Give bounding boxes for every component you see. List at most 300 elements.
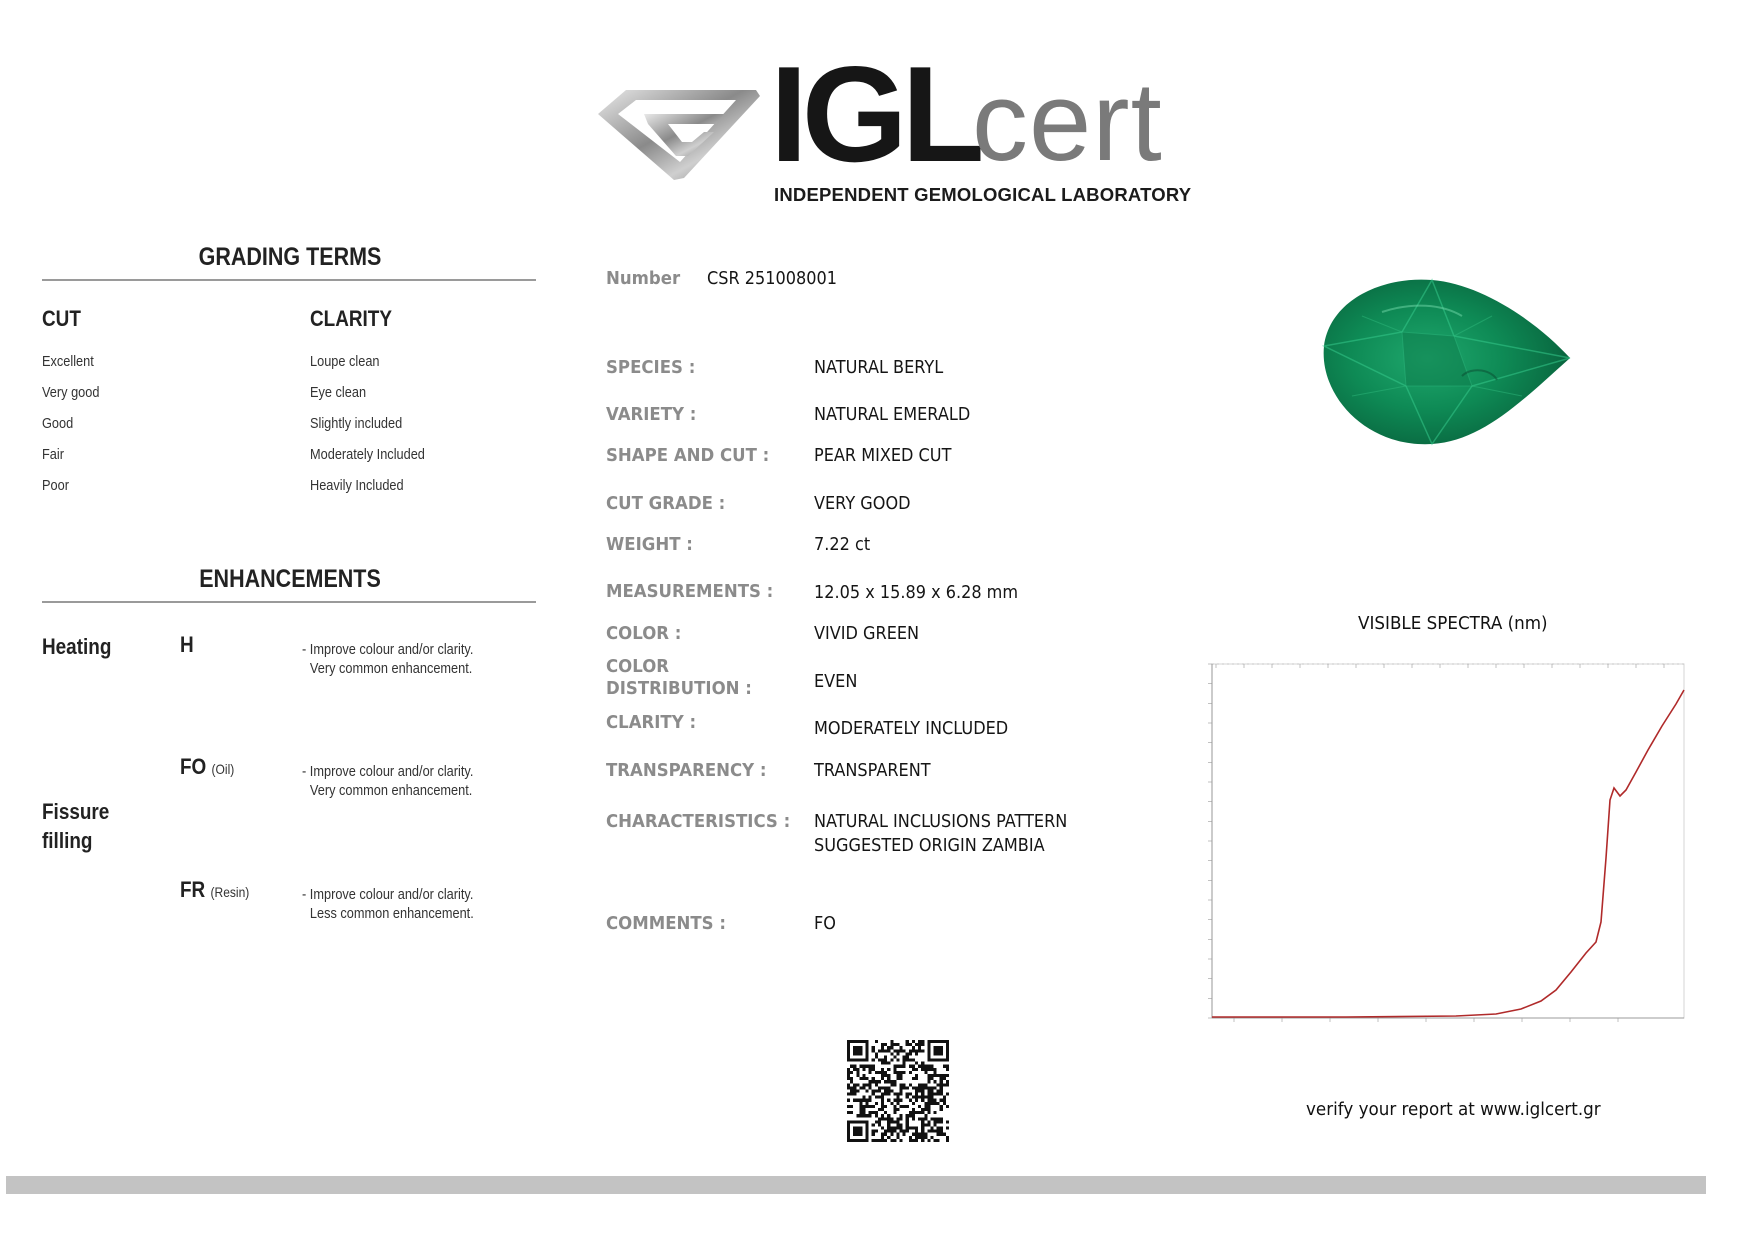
qr-module bbox=[909, 1049, 912, 1052]
qr-module bbox=[853, 1052, 856, 1055]
qr-module bbox=[912, 1133, 915, 1136]
qr-module bbox=[946, 1049, 949, 1052]
spectra-title: VISIBLE SPECTRA (nm) bbox=[1358, 613, 1548, 634]
qr-module bbox=[906, 1120, 909, 1123]
qr-module bbox=[912, 1108, 915, 1111]
qr-module bbox=[872, 1065, 875, 1068]
qr-module bbox=[940, 1093, 943, 1096]
qr-module bbox=[890, 1083, 893, 1086]
qr-module bbox=[853, 1120, 856, 1123]
qr-module bbox=[930, 1089, 933, 1092]
qr-module bbox=[943, 1077, 946, 1080]
qr-module bbox=[884, 1105, 887, 1108]
clarity-label: CLARITY : bbox=[606, 712, 697, 733]
qr-module bbox=[875, 1120, 878, 1123]
qr-module bbox=[924, 1083, 927, 1086]
qr-module bbox=[859, 1105, 862, 1108]
qr-module bbox=[853, 1139, 856, 1142]
clarity-term: Slightly included bbox=[310, 416, 403, 432]
qr-module bbox=[915, 1052, 918, 1055]
qr-module bbox=[866, 1065, 869, 1068]
qr-module bbox=[856, 1127, 859, 1130]
qr-module bbox=[856, 1046, 859, 1049]
qr-module bbox=[915, 1139, 918, 1142]
qr-module bbox=[887, 1077, 890, 1080]
qr-module bbox=[906, 1093, 909, 1096]
qr-module bbox=[903, 1059, 906, 1062]
qr-module bbox=[900, 1065, 903, 1068]
qr-module bbox=[912, 1102, 915, 1105]
qr-module bbox=[875, 1114, 878, 1117]
cut-term: Very good bbox=[42, 385, 100, 401]
qr-module bbox=[946, 1093, 949, 1096]
qr-module bbox=[881, 1062, 884, 1065]
qr-module bbox=[866, 1105, 869, 1108]
qr-module bbox=[850, 1065, 853, 1068]
verify-report-link[interactable]: verify your report at www.iglcert.gr bbox=[1306, 1099, 1601, 1120]
qr-module bbox=[862, 1105, 865, 1108]
weight-label: WEIGHT : bbox=[606, 534, 693, 555]
qr-module bbox=[921, 1123, 924, 1126]
qr-module bbox=[918, 1086, 921, 1089]
qr-module bbox=[893, 1093, 896, 1096]
qr-module bbox=[887, 1136, 890, 1139]
qr-module bbox=[853, 1040, 856, 1043]
qr-module bbox=[881, 1099, 884, 1102]
qr-module bbox=[859, 1130, 862, 1133]
qr-module bbox=[866, 1120, 869, 1123]
qr-module bbox=[850, 1093, 853, 1096]
qr-module bbox=[912, 1117, 915, 1120]
emerald-gem-image bbox=[1322, 276, 1578, 452]
qr-module bbox=[878, 1086, 881, 1089]
clarity-term: Moderately Included bbox=[310, 447, 425, 463]
qr-module bbox=[915, 1049, 918, 1052]
qr-module bbox=[847, 1083, 850, 1086]
qr-module bbox=[875, 1089, 878, 1092]
fr-desc bbox=[302, 886, 474, 924]
shape-label: SHAPE AND CUT : bbox=[606, 445, 770, 466]
qr-module bbox=[940, 1086, 943, 1089]
heating-label: Heating bbox=[42, 634, 112, 659]
qr-module bbox=[930, 1086, 933, 1089]
qr-module bbox=[915, 1099, 918, 1102]
spectra-plot-frame bbox=[1212, 664, 1684, 1018]
qr-module bbox=[934, 1052, 937, 1055]
qr-module bbox=[887, 1062, 890, 1065]
qr-module bbox=[912, 1114, 915, 1117]
qr-module bbox=[909, 1099, 912, 1102]
qr-module bbox=[924, 1105, 927, 1108]
qr-module bbox=[896, 1059, 899, 1062]
qr-module bbox=[847, 1099, 850, 1102]
qr-module bbox=[915, 1127, 918, 1130]
qr-module bbox=[927, 1065, 930, 1068]
qr-module bbox=[912, 1086, 915, 1089]
qr-module bbox=[927, 1074, 930, 1077]
qr-module bbox=[887, 1086, 890, 1089]
qr-module bbox=[940, 1040, 943, 1043]
qr-module bbox=[878, 1059, 881, 1062]
qr-module bbox=[906, 1043, 909, 1046]
characteristics-label: CHARACTERISTICS : bbox=[606, 811, 791, 832]
qr-module bbox=[896, 1093, 899, 1096]
qr-module bbox=[859, 1040, 862, 1043]
comments-value: FO bbox=[814, 914, 836, 934]
qr-module bbox=[930, 1074, 933, 1077]
qr-module bbox=[881, 1059, 884, 1062]
qr-module bbox=[875, 1055, 878, 1058]
qr-module bbox=[890, 1080, 893, 1083]
qr-module bbox=[881, 1071, 884, 1074]
qr-module bbox=[940, 1077, 943, 1080]
qr-module bbox=[921, 1083, 924, 1086]
clarity-value: MODERATELY INCLUDED bbox=[814, 719, 1009, 739]
qr-module bbox=[856, 1040, 859, 1043]
qr-module bbox=[946, 1074, 949, 1077]
qr-module bbox=[866, 1099, 869, 1102]
qr-module bbox=[940, 1083, 943, 1086]
qr-module bbox=[906, 1096, 909, 1099]
qr-module bbox=[946, 1043, 949, 1046]
qr-module bbox=[847, 1133, 850, 1136]
qr-module bbox=[866, 1077, 869, 1080]
qr-module bbox=[875, 1083, 878, 1086]
qr-module bbox=[934, 1068, 937, 1071]
qr-module bbox=[881, 1093, 884, 1096]
qr-module bbox=[915, 1043, 918, 1046]
qr-module bbox=[890, 1127, 893, 1130]
qr-module bbox=[927, 1086, 930, 1089]
qr-module bbox=[903, 1071, 906, 1074]
qr-module bbox=[915, 1077, 918, 1080]
qr-module bbox=[927, 1096, 930, 1099]
qr-module bbox=[847, 1043, 850, 1046]
qr-module bbox=[937, 1083, 940, 1086]
qr-module bbox=[856, 1049, 859, 1052]
qr-module bbox=[862, 1086, 865, 1089]
qr-module bbox=[875, 1139, 878, 1142]
qr-module bbox=[924, 1068, 927, 1071]
fr-code-text: FR bbox=[180, 877, 206, 902]
heating-desc-line: Very common enhancement. bbox=[309, 661, 473, 677]
qr-module bbox=[884, 1062, 887, 1065]
qr-module bbox=[927, 1080, 930, 1083]
qr-module bbox=[850, 1086, 853, 1089]
qr-module bbox=[930, 1102, 933, 1105]
qr-module bbox=[900, 1130, 903, 1133]
qr-module bbox=[847, 1077, 850, 1080]
qr-module bbox=[921, 1136, 924, 1139]
qr-module bbox=[862, 1059, 865, 1062]
qr-module bbox=[878, 1071, 881, 1074]
qr-module bbox=[927, 1120, 930, 1123]
qr-module bbox=[921, 1099, 924, 1102]
clarity-heading: CLARITY bbox=[310, 306, 392, 331]
qr-module bbox=[930, 1065, 933, 1068]
qr-module bbox=[847, 1040, 850, 1043]
qr-module bbox=[937, 1052, 940, 1055]
qr-module bbox=[903, 1055, 906, 1058]
qr-module bbox=[893, 1055, 896, 1058]
qr-module bbox=[890, 1040, 893, 1043]
qr-module bbox=[943, 1099, 946, 1102]
qr-module bbox=[881, 1108, 884, 1111]
qr-module bbox=[918, 1117, 921, 1120]
enhancements-divider bbox=[42, 601, 536, 603]
qr-module bbox=[869, 1065, 872, 1068]
qr-module bbox=[890, 1120, 893, 1123]
qr-module bbox=[921, 1062, 924, 1065]
qr-module bbox=[856, 1059, 859, 1062]
qr-module bbox=[890, 1139, 893, 1142]
qr-module bbox=[887, 1114, 890, 1117]
qr-module bbox=[930, 1040, 933, 1043]
qr-module bbox=[906, 1086, 909, 1089]
qr-module bbox=[859, 1108, 862, 1111]
qr-module bbox=[896, 1102, 899, 1105]
qr-module bbox=[946, 1105, 949, 1108]
qr-module bbox=[927, 1043, 930, 1046]
qr-module bbox=[881, 1046, 884, 1049]
qr-module bbox=[900, 1083, 903, 1086]
qr-module bbox=[940, 1074, 943, 1077]
qr-module bbox=[847, 1123, 850, 1126]
color-distribution-label-line: DISTRIBUTION : bbox=[606, 678, 752, 699]
qr-module bbox=[946, 1065, 949, 1068]
qr-module bbox=[940, 1105, 943, 1108]
qr-module bbox=[862, 1083, 865, 1086]
qr-module bbox=[887, 1068, 890, 1071]
qr-module bbox=[900, 1127, 903, 1130]
qr-module bbox=[937, 1059, 940, 1062]
qr-module bbox=[881, 1127, 884, 1130]
qr-module bbox=[937, 1139, 940, 1142]
qr-module bbox=[921, 1093, 924, 1096]
qr-module bbox=[875, 1080, 878, 1083]
qr-module bbox=[927, 1089, 930, 1092]
qr-module bbox=[875, 1130, 878, 1133]
qr-module bbox=[866, 1046, 869, 1049]
variety-label: VARIETY : bbox=[606, 404, 697, 425]
qr-module bbox=[893, 1068, 896, 1071]
qr-module bbox=[943, 1102, 946, 1105]
qr-module bbox=[896, 1136, 899, 1139]
qr-module bbox=[900, 1077, 903, 1080]
qr-module bbox=[862, 1114, 865, 1117]
grading-terms-title: GRADING TERMS bbox=[198, 243, 382, 271]
qr-module bbox=[866, 1123, 869, 1126]
qr-module bbox=[937, 1127, 940, 1130]
qr-module bbox=[921, 1127, 924, 1130]
qr-module bbox=[927, 1102, 930, 1105]
qr-module bbox=[853, 1046, 856, 1049]
fissure-filling-label-line: filling bbox=[42, 828, 93, 853]
qr-module bbox=[890, 1046, 893, 1049]
qr-module bbox=[909, 1052, 912, 1055]
qr-module bbox=[900, 1086, 903, 1089]
comments-label: COMMENTS : bbox=[606, 913, 726, 934]
qr-module bbox=[862, 1099, 865, 1102]
qr-module bbox=[896, 1108, 899, 1111]
fr-desc-line: - Improve colour and/or clarity. bbox=[302, 887, 474, 903]
qr-module bbox=[881, 1105, 884, 1108]
qr-module bbox=[884, 1111, 887, 1114]
qr-module bbox=[896, 1123, 899, 1126]
qr-module bbox=[872, 1111, 875, 1114]
qr-module bbox=[943, 1059, 946, 1062]
heating-code: H bbox=[180, 632, 194, 657]
qr-module bbox=[866, 1127, 869, 1130]
qr-module bbox=[866, 1089, 869, 1092]
qr-module bbox=[856, 1071, 859, 1074]
qr-module bbox=[847, 1071, 850, 1074]
qr-module bbox=[934, 1093, 937, 1096]
cut-term: Excellent bbox=[42, 354, 94, 370]
qr-module bbox=[878, 1117, 881, 1120]
qr-module bbox=[909, 1136, 912, 1139]
qr-module bbox=[896, 1074, 899, 1077]
qr-module bbox=[887, 1123, 890, 1126]
qr-module bbox=[937, 1120, 940, 1123]
qr-module bbox=[869, 1080, 872, 1083]
qr-module bbox=[946, 1046, 949, 1049]
qr-module bbox=[859, 1139, 862, 1142]
qr-module bbox=[862, 1065, 865, 1068]
qr-module bbox=[856, 1068, 859, 1071]
qr-module bbox=[915, 1136, 918, 1139]
qr-module bbox=[900, 1117, 903, 1120]
qr-module bbox=[884, 1049, 887, 1052]
qr-module bbox=[900, 1074, 903, 1077]
qr-module bbox=[890, 1117, 893, 1120]
qr-module bbox=[921, 1111, 924, 1114]
qr-module bbox=[856, 1074, 859, 1077]
qr-module bbox=[946, 1055, 949, 1058]
qr-module bbox=[847, 1059, 850, 1062]
qr-module bbox=[937, 1130, 940, 1133]
qr-module bbox=[847, 1074, 850, 1077]
qr-module bbox=[896, 1096, 899, 1099]
qr-module bbox=[893, 1127, 896, 1130]
qr-module bbox=[927, 1040, 930, 1043]
qr-module bbox=[927, 1049, 930, 1052]
enhancements-title: ENHANCEMENTS bbox=[199, 565, 381, 593]
qr-module bbox=[921, 1108, 924, 1111]
qr-module bbox=[887, 1093, 890, 1096]
qr-module bbox=[924, 1123, 927, 1126]
qr-module bbox=[881, 1074, 884, 1077]
qr-module bbox=[847, 1111, 850, 1114]
qr-module bbox=[918, 1046, 921, 1049]
qr-module bbox=[872, 1077, 875, 1080]
qr-module bbox=[946, 1083, 949, 1086]
qr-module bbox=[934, 1049, 937, 1052]
qr-module bbox=[946, 1059, 949, 1062]
qr-module bbox=[853, 1089, 856, 1092]
qr-module bbox=[887, 1130, 890, 1133]
fo-desc bbox=[302, 763, 473, 801]
color-distribution-label bbox=[606, 656, 752, 700]
qr-module bbox=[934, 1040, 937, 1043]
qr-module bbox=[878, 1120, 881, 1123]
qr-module bbox=[859, 1114, 862, 1117]
qr-module bbox=[875, 1096, 878, 1099]
cut-grade-value: VERY GOOD bbox=[814, 494, 911, 514]
qr-module bbox=[866, 1114, 869, 1117]
qr-module bbox=[903, 1133, 906, 1136]
qr-module bbox=[862, 1096, 865, 1099]
qr-module bbox=[872, 1130, 875, 1133]
qr-module bbox=[872, 1046, 875, 1049]
logo-igl-text: IGL bbox=[770, 38, 979, 190]
qr-module bbox=[847, 1120, 850, 1123]
qr-module bbox=[884, 1093, 887, 1096]
qr-module bbox=[927, 1046, 930, 1049]
qr-code[interactable] bbox=[847, 1040, 949, 1142]
qr-module bbox=[884, 1139, 887, 1142]
qr-module bbox=[930, 1059, 933, 1062]
qr-module bbox=[909, 1065, 912, 1068]
qr-module bbox=[890, 1133, 893, 1136]
qr-module bbox=[872, 1089, 875, 1092]
qr-module bbox=[906, 1040, 909, 1043]
qr-module bbox=[912, 1077, 915, 1080]
qr-module bbox=[893, 1071, 896, 1074]
qr-module bbox=[903, 1105, 906, 1108]
qr-module bbox=[893, 1105, 896, 1108]
qr-module bbox=[930, 1068, 933, 1071]
qr-module bbox=[887, 1120, 890, 1123]
qr-module bbox=[896, 1133, 899, 1136]
qr-module bbox=[884, 1043, 887, 1046]
qr-module bbox=[884, 1130, 887, 1133]
qr-module bbox=[878, 1089, 881, 1092]
qr-module bbox=[918, 1089, 921, 1092]
qr-module bbox=[906, 1105, 909, 1108]
qr-module bbox=[927, 1108, 930, 1111]
qr-module bbox=[856, 1114, 859, 1117]
qr-module bbox=[921, 1120, 924, 1123]
qr-module bbox=[893, 1108, 896, 1111]
qr-module bbox=[869, 1111, 872, 1114]
qr-module bbox=[943, 1096, 946, 1099]
qr-module bbox=[930, 1099, 933, 1102]
qr-module bbox=[927, 1077, 930, 1080]
qr-module bbox=[915, 1111, 918, 1114]
qr-module bbox=[934, 1074, 937, 1077]
qr-module bbox=[906, 1059, 909, 1062]
qr-module bbox=[903, 1065, 906, 1068]
qr-module bbox=[900, 1049, 903, 1052]
qr-module bbox=[909, 1043, 912, 1046]
qr-module bbox=[866, 1136, 869, 1139]
qr-module bbox=[893, 1080, 896, 1083]
qr-module bbox=[850, 1071, 853, 1074]
qr-module bbox=[934, 1099, 937, 1102]
qr-module bbox=[856, 1099, 859, 1102]
spectra-chart bbox=[1196, 650, 1692, 1028]
fo-desc-line: - Improve colour and/or clarity. bbox=[302, 764, 474, 780]
qr-module bbox=[872, 1093, 875, 1096]
qr-module bbox=[853, 1093, 856, 1096]
qr-module bbox=[847, 1093, 850, 1096]
qr-module bbox=[890, 1043, 893, 1046]
qr-module bbox=[853, 1133, 856, 1136]
qr-module bbox=[946, 1127, 949, 1130]
qr-module bbox=[884, 1086, 887, 1089]
qr-module bbox=[924, 1065, 927, 1068]
